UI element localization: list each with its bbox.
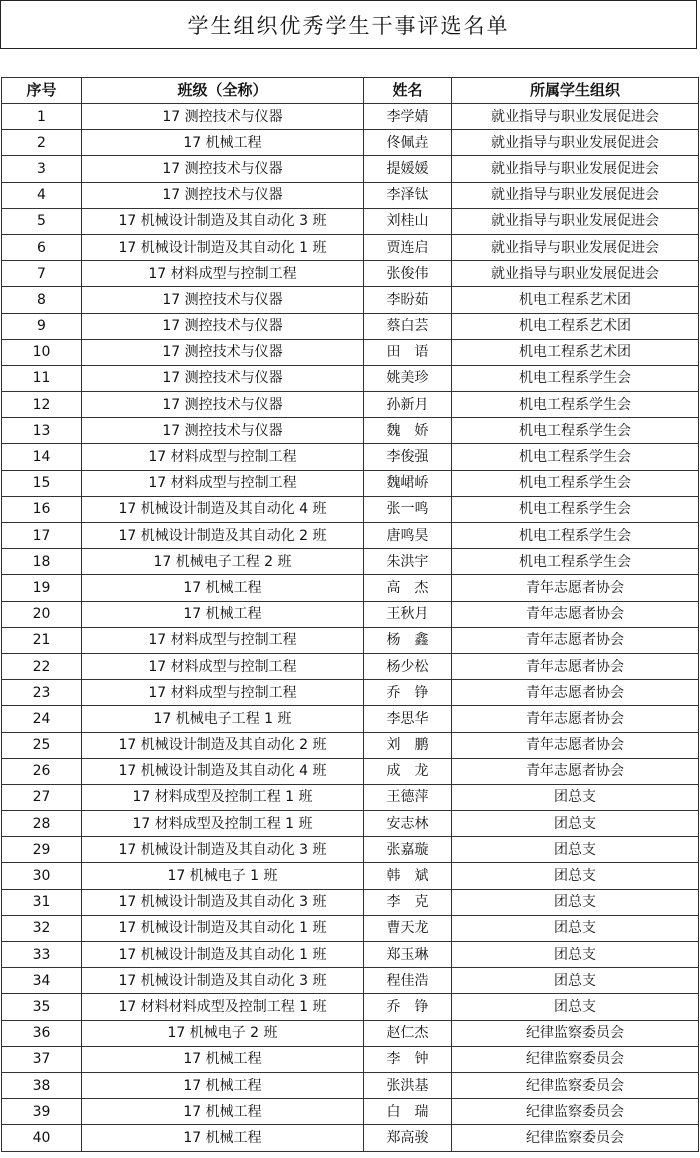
cell-class: 17 测控技术与仪器 (82, 339, 364, 365)
table-row (2, 942, 699, 968)
cell-name: 姚美珍 (364, 365, 452, 391)
cell-index: 13 (2, 418, 82, 444)
cell-organization: 就业指导与职业发展促进会 (452, 156, 699, 182)
cell-class: 17 机械工程 (82, 601, 364, 627)
cell-class: 17 材料成型及控制工程 1 班 (82, 811, 364, 837)
cell-index: 19 (2, 575, 82, 601)
cell-class: 17 测控技术与仪器 (82, 365, 364, 391)
cell-index: 32 (2, 915, 82, 941)
table-row (2, 915, 699, 941)
cell-index: 26 (2, 758, 82, 784)
cell-organization: 机电工程系艺术团 (452, 287, 699, 313)
cell-organization: 青年志愿者协会 (452, 758, 699, 784)
cell-organization: 机电工程系艺术团 (452, 339, 699, 365)
header-organization: 所属学生组织 (452, 78, 699, 104)
cell-class: 17 机械设计制造及其自动化 3 班 (82, 208, 364, 234)
cell-organization: 就业指导与职业发展促进会 (452, 182, 699, 208)
cell-organization: 就业指导与职业发展促进会 (452, 208, 699, 234)
table-row (2, 287, 699, 313)
cell-name: 曹天龙 (364, 915, 452, 941)
cell-index: 12 (2, 392, 82, 418)
cell-class: 17 材料成型与控制工程 (82, 470, 364, 496)
cell-index: 8 (2, 287, 82, 313)
cell-name: 韩 斌 (364, 863, 452, 889)
cell-index: 2 (2, 130, 82, 156)
cell-organization: 团总支 (452, 837, 699, 863)
table-row (2, 968, 699, 994)
table-body (2, 104, 699, 1152)
cell-organization: 就业指导与职业发展促进会 (452, 234, 699, 260)
cell-name: 佟佩垚 (364, 130, 452, 156)
table-row (2, 863, 699, 889)
cell-class: 17 机械电子 1 班 (82, 863, 364, 889)
cell-name: 成 龙 (364, 758, 452, 784)
cell-organization: 就业指导与职业发展促进会 (452, 104, 699, 130)
cell-name: 刘桂山 (364, 208, 452, 234)
table-row (2, 706, 699, 732)
header-class: 班级（全称） (82, 78, 364, 104)
cell-class: 17 机械设计制造及其自动化 2 班 (82, 732, 364, 758)
cell-index: 20 (2, 601, 82, 627)
table-header-row (2, 78, 699, 104)
cell-name: 田 语 (364, 339, 452, 365)
cell-index: 29 (2, 837, 82, 863)
cell-index: 30 (2, 863, 82, 889)
table-row (2, 1020, 699, 1046)
cell-class: 17 机械设计制造及其自动化 1 班 (82, 942, 364, 968)
cell-index: 31 (2, 889, 82, 915)
cell-class: 17 测控技术与仪器 (82, 182, 364, 208)
cell-organization: 机电工程系学生会 (452, 365, 699, 391)
roster-table (1, 77, 699, 1152)
cell-name: 张俊伟 (364, 261, 452, 287)
cell-name: 王德萍 (364, 784, 452, 810)
cell-class: 17 机械设计制造及其自动化 3 班 (82, 968, 364, 994)
cell-organization: 团总支 (452, 811, 699, 837)
cell-index: 4 (2, 182, 82, 208)
table-row (2, 732, 699, 758)
cell-index: 28 (2, 811, 82, 837)
cell-class: 17 测控技术与仪器 (82, 313, 364, 339)
cell-name: 提媛媛 (364, 156, 452, 182)
cell-index: 6 (2, 234, 82, 260)
cell-organization: 纪律监察委员会 (452, 1099, 699, 1125)
cell-index: 33 (2, 942, 82, 968)
cell-class: 17 机械工程 (82, 1099, 364, 1125)
table-row (2, 208, 699, 234)
document-title: 学生组织优秀学生干事评选名单 (0, 0, 697, 49)
cell-class: 17 测控技术与仪器 (82, 156, 364, 182)
table-row (2, 601, 699, 627)
table-row (2, 365, 699, 391)
table-row (2, 1046, 699, 1072)
cell-index: 17 (2, 523, 82, 549)
table-row (2, 627, 699, 653)
table-row (2, 758, 699, 784)
table-row (2, 182, 699, 208)
cell-class: 17 材料成型及控制工程 1 班 (82, 784, 364, 810)
cell-name: 杨少松 (364, 653, 452, 679)
cell-name: 朱洪宇 (364, 549, 452, 575)
cell-name: 李泽钛 (364, 182, 452, 208)
cell-name: 贾连启 (364, 234, 452, 260)
cell-index: 16 (2, 496, 82, 522)
cell-index: 35 (2, 994, 82, 1020)
cell-index: 27 (2, 784, 82, 810)
cell-index: 23 (2, 680, 82, 706)
cell-name: 乔 铮 (364, 680, 452, 706)
cell-organization: 机电工程系学生会 (452, 470, 699, 496)
cell-name: 李思华 (364, 706, 452, 732)
cell-class: 17 测控技术与仪器 (82, 418, 364, 444)
cell-organization: 青年志愿者协会 (452, 706, 699, 732)
cell-index: 39 (2, 1099, 82, 1125)
cell-class: 17 机械工程 (82, 130, 364, 156)
table-row (2, 444, 699, 470)
cell-index: 40 (2, 1125, 82, 1151)
cell-name: 刘 鹏 (364, 732, 452, 758)
table-row (2, 156, 699, 182)
table-row (2, 680, 699, 706)
table-row (2, 549, 699, 575)
cell-organization: 纪律监察委员会 (452, 1046, 699, 1072)
cell-name: 张嘉璇 (364, 837, 452, 863)
cell-organization: 团总支 (452, 863, 699, 889)
cell-class: 17 机械工程 (82, 1072, 364, 1098)
cell-class: 17 机械电子 2 班 (82, 1020, 364, 1046)
cell-organization: 团总支 (452, 968, 699, 994)
cell-class: 17 机械工程 (82, 575, 364, 601)
table-row (2, 313, 699, 339)
cell-index: 38 (2, 1072, 82, 1098)
cell-index: 22 (2, 653, 82, 679)
cell-class: 17 材料成型与控制工程 (82, 444, 364, 470)
cell-organization: 机电工程系学生会 (452, 392, 699, 418)
table-row (2, 1125, 699, 1151)
cell-organization: 机电工程系学生会 (452, 496, 699, 522)
cell-index: 9 (2, 313, 82, 339)
table-row (2, 575, 699, 601)
cell-index: 24 (2, 706, 82, 732)
header-index: 序号 (2, 78, 82, 104)
cell-class: 17 机械电子工程 2 班 (82, 549, 364, 575)
cell-organization: 机电工程系学生会 (452, 418, 699, 444)
cell-index: 25 (2, 732, 82, 758)
table-row (2, 523, 699, 549)
cell-organization: 青年志愿者协会 (452, 732, 699, 758)
cell-organization: 纪律监察委员会 (452, 1072, 699, 1098)
cell-organization: 团总支 (452, 889, 699, 915)
cell-organization: 团总支 (452, 942, 699, 968)
cell-index: 15 (2, 470, 82, 496)
cell-class: 17 测控技术与仪器 (82, 104, 364, 130)
table-row (2, 994, 699, 1020)
cell-name: 安志林 (364, 811, 452, 837)
table-row (2, 418, 699, 444)
cell-index: 5 (2, 208, 82, 234)
cell-name: 魏峮峤 (364, 470, 452, 496)
table-row (2, 130, 699, 156)
cell-name: 高 杰 (364, 575, 452, 601)
cell-name: 李学婧 (364, 104, 452, 130)
cell-index: 7 (2, 261, 82, 287)
cell-index: 34 (2, 968, 82, 994)
table-row (2, 784, 699, 810)
cell-organization: 机电工程系学生会 (452, 444, 699, 470)
cell-organization: 青年志愿者协会 (452, 601, 699, 627)
cell-class: 17 机械工程 (82, 1125, 364, 1151)
table-row (2, 811, 699, 837)
cell-name: 李盼茹 (364, 287, 452, 313)
cell-name: 乔 铮 (364, 994, 452, 1020)
cell-name: 赵仁杰 (364, 1020, 452, 1046)
cell-organization: 就业指导与职业发展促进会 (452, 261, 699, 287)
cell-class: 17 机械设计制造及其自动化 3 班 (82, 837, 364, 863)
cell-index: 36 (2, 1020, 82, 1046)
cell-class: 17 机械设计制造及其自动化 3 班 (82, 889, 364, 915)
cell-class: 17 材料材料成型及控制工程 1 班 (82, 994, 364, 1020)
table-row (2, 837, 699, 863)
cell-name: 郑高骏 (364, 1125, 452, 1151)
cell-organization: 青年志愿者协会 (452, 575, 699, 601)
table-row (2, 1099, 699, 1125)
header-name: 姓名 (364, 78, 452, 104)
cell-organization: 青年志愿者协会 (452, 653, 699, 679)
cell-organization: 青年志愿者协会 (452, 627, 699, 653)
cell-index: 14 (2, 444, 82, 470)
cell-name: 杨 鑫 (364, 627, 452, 653)
cell-organization: 机电工程系学生会 (452, 549, 699, 575)
cell-class: 17 测控技术与仪器 (82, 287, 364, 313)
cell-name: 李俊强 (364, 444, 452, 470)
cell-name: 李 钟 (364, 1046, 452, 1072)
table-row (2, 653, 699, 679)
cell-organization: 纪律监察委员会 (452, 1020, 699, 1046)
table-row (2, 496, 699, 522)
cell-name: 唐鸣昊 (364, 523, 452, 549)
cell-index: 11 (2, 365, 82, 391)
cell-name: 张一鸣 (364, 496, 452, 522)
cell-index: 37 (2, 1046, 82, 1072)
cell-name: 蔡白芸 (364, 313, 452, 339)
cell-class: 17 机械设计制造及其自动化 4 班 (82, 758, 364, 784)
cell-class: 17 机械设计制造及其自动化 1 班 (82, 915, 364, 941)
cell-name: 郑玉琳 (364, 942, 452, 968)
cell-class: 17 材料成型与控制工程 (82, 653, 364, 679)
cell-index: 3 (2, 156, 82, 182)
cell-class: 17 材料成型与控制工程 (82, 627, 364, 653)
cell-class: 17 机械设计制造及其自动化 1 班 (82, 234, 364, 260)
cell-class: 17 测控技术与仪器 (82, 392, 364, 418)
table-row (2, 392, 699, 418)
table-row (2, 1072, 699, 1098)
cell-class: 17 机械设计制造及其自动化 4 班 (82, 496, 364, 522)
cell-index: 10 (2, 339, 82, 365)
cell-class: 17 机械工程 (82, 1046, 364, 1072)
cell-class: 17 机械设计制造及其自动化 2 班 (82, 523, 364, 549)
table-row (2, 470, 699, 496)
cell-index: 21 (2, 627, 82, 653)
cell-class: 17 材料成型与控制工程 (82, 680, 364, 706)
cell-name: 白 瑞 (364, 1099, 452, 1125)
cell-name: 张洪基 (364, 1072, 452, 1098)
cell-organization: 机电工程系学生会 (452, 523, 699, 549)
cell-name: 程佳浩 (364, 968, 452, 994)
table-row (2, 261, 699, 287)
cell-organization: 纪律监察委员会 (452, 1125, 699, 1151)
cell-organization: 团总支 (452, 915, 699, 941)
cell-name: 魏 娇 (364, 418, 452, 444)
cell-organization: 青年志愿者协会 (452, 680, 699, 706)
cell-index: 18 (2, 549, 82, 575)
cell-index: 1 (2, 104, 82, 130)
cell-name: 孙新月 (364, 392, 452, 418)
cell-organization: 机电工程系艺术团 (452, 313, 699, 339)
cell-class: 17 机械电子工程 1 班 (82, 706, 364, 732)
table-row (2, 339, 699, 365)
cell-organization: 就业指导与职业发展促进会 (452, 130, 699, 156)
cell-organization: 团总支 (452, 784, 699, 810)
cell-class: 17 材料成型与控制工程 (82, 261, 364, 287)
table-row (2, 889, 699, 915)
table-row (2, 234, 699, 260)
table-row (2, 104, 699, 130)
cell-name: 李 克 (364, 889, 452, 915)
cell-name: 王秋月 (364, 601, 452, 627)
cell-organization: 团总支 (452, 994, 699, 1020)
